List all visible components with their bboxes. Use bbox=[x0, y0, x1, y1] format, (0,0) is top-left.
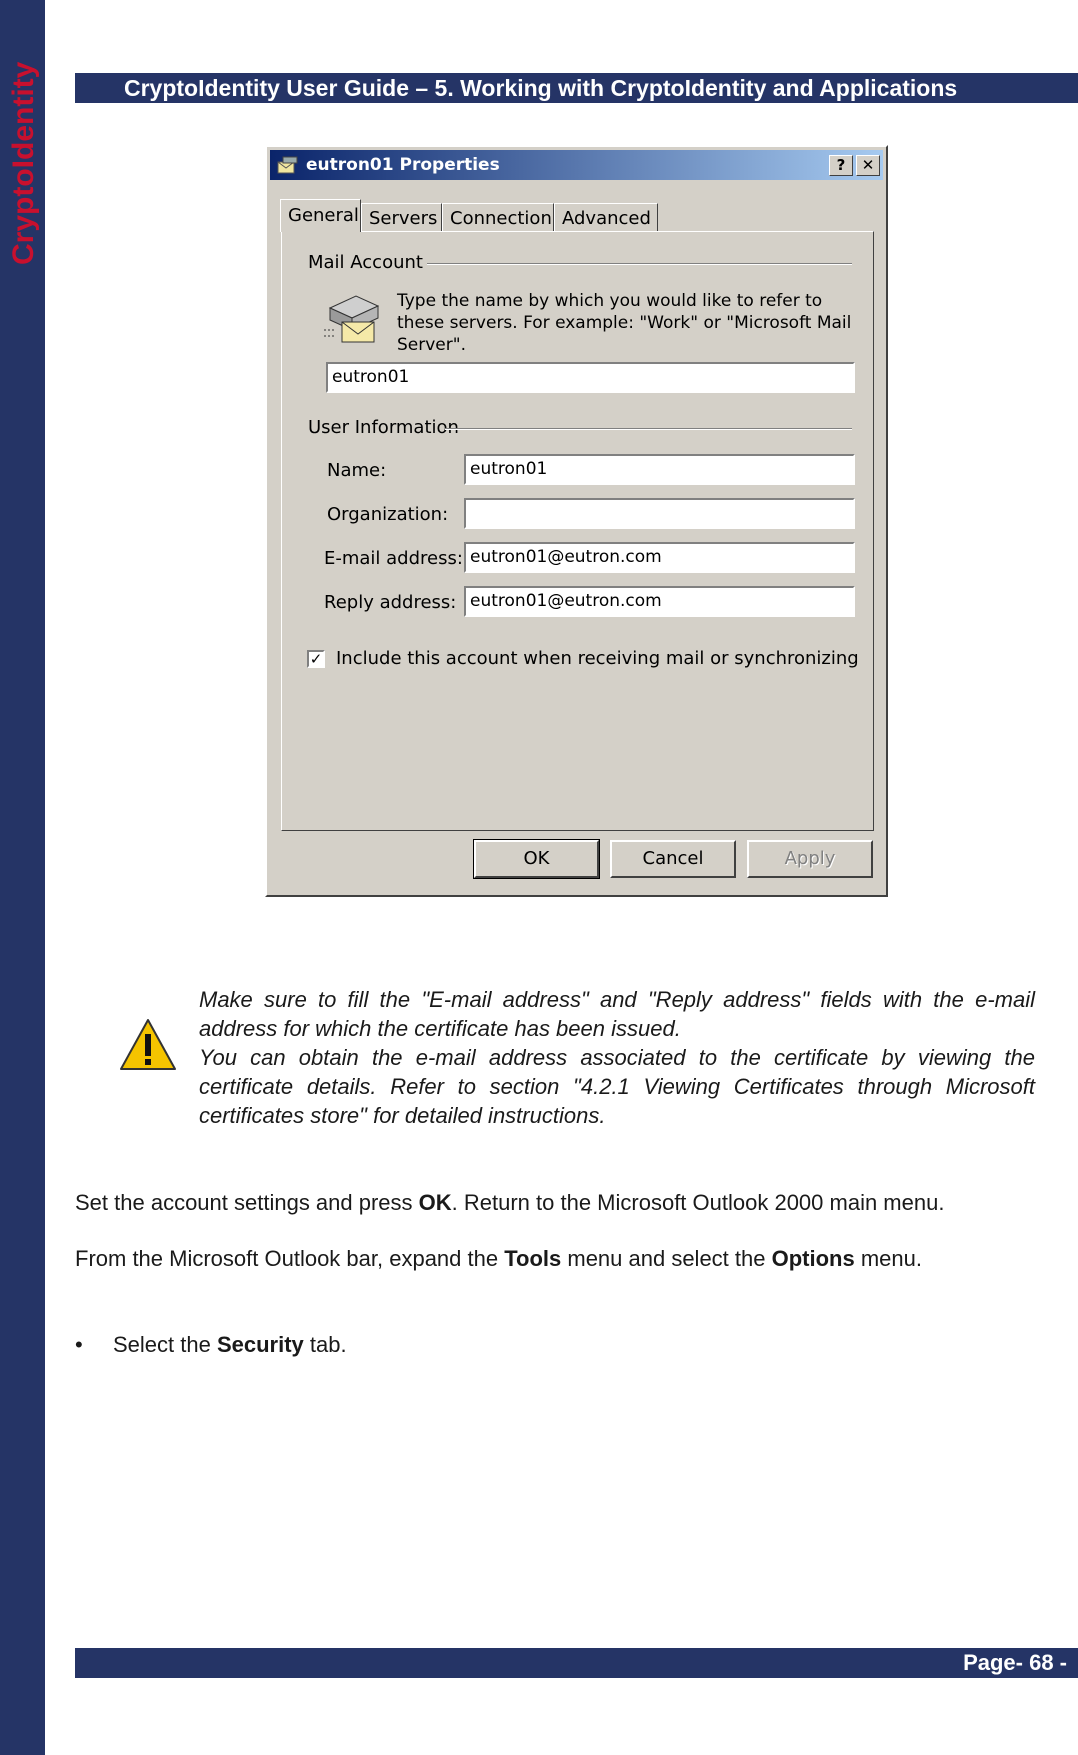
divider bbox=[427, 263, 852, 265]
page-number: Page- 68 - bbox=[963, 1650, 1067, 1675]
name-label: Name: bbox=[327, 460, 387, 481]
ok-emphasis: OK bbox=[418, 1190, 452, 1215]
options-emphasis: Options bbox=[771, 1246, 855, 1271]
text: Set the account settings and press bbox=[75, 1190, 419, 1215]
email-label: E-mail address: bbox=[324, 548, 463, 569]
tab-general[interactable]: General bbox=[280, 199, 361, 232]
footer-bar bbox=[75, 1648, 1078, 1678]
name-input[interactable]: eutron01 bbox=[464, 454, 855, 485]
divider bbox=[445, 428, 852, 430]
email-input[interactable]: eutron01@eutron.com bbox=[464, 542, 855, 573]
cryptoidentity-logo bbox=[0, 55, 45, 275]
reply-label: Reply address: bbox=[324, 592, 457, 613]
text: . Return to the Microsoft Outlook 2000 main menu. bbox=[451, 1190, 945, 1215]
bullet-text bbox=[113, 1332, 347, 1358]
reply-input[interactable]: eutron01@eutron.com bbox=[464, 586, 855, 617]
mail-account-name-input[interactable]: eutron01 bbox=[326, 362, 855, 393]
text: menu. bbox=[854, 1246, 922, 1271]
tools-emphasis: Tools bbox=[504, 1246, 562, 1271]
bullet-symbol: • bbox=[75, 1332, 83, 1357]
mail-account-label: Mail Account bbox=[308, 252, 429, 273]
tab-servers[interactable]: Servers bbox=[361, 203, 442, 231]
text: From the Microsoft Outlook bar, expand the bbox=[75, 1246, 505, 1271]
organization-label: Organization: bbox=[327, 504, 449, 525]
organization-input[interactable] bbox=[464, 498, 855, 529]
ok-button[interactable]: OK bbox=[474, 840, 599, 878]
cancel-button[interactable]: Cancel bbox=[610, 840, 736, 878]
paragraph-tools-options bbox=[75, 1246, 922, 1272]
tab-advanced[interactable]: Advanced bbox=[554, 203, 658, 231]
svg-text:CryptoIdentity: CryptoIdentity bbox=[7, 61, 40, 265]
text: tab. bbox=[303, 1332, 347, 1357]
mail-account-icon bbox=[277, 156, 299, 174]
note-line-2: You can obtain the e-mail address associated to the certificate by viewing the certificate details. Refer to section "4.2.1 Viewing Certificates through Microsoft certificates store" for detailed instructions. bbox=[199, 1045, 1035, 1128]
note-line-1: Make sure to fill the "E-mail address" and "Reply address" fields with the e-mail address for which the certificate has been issued. bbox=[199, 987, 1035, 1041]
properties-dialog bbox=[265, 145, 888, 897]
warning-note bbox=[199, 985, 1035, 1130]
user-info-label: User Information bbox=[308, 417, 465, 438]
paragraph-account-settings bbox=[75, 1190, 944, 1216]
mail-account-description: Type the name by which you would like to refer to these servers. For example: "Work" or "Microsoft Mail Server". bbox=[397, 291, 852, 355]
warning-icon bbox=[118, 1017, 178, 1072]
header-bar bbox=[75, 73, 1078, 103]
include-account-label: Include this account when receiving mail or synchronizing bbox=[336, 648, 859, 669]
header-title: CryptoIdentity User Guide – 5. Working with CryptoIdentity and Applications bbox=[124, 75, 958, 101]
help-button[interactable]: ? bbox=[829, 155, 853, 176]
text: menu and select the bbox=[561, 1246, 772, 1271]
include-account-checkbox[interactable]: ✓ bbox=[307, 650, 325, 668]
security-emphasis: Security bbox=[216, 1332, 304, 1357]
tab-connection[interactable]: Connection bbox=[442, 203, 554, 231]
dialog-title: eutron01 Properties bbox=[306, 155, 500, 175]
text: Select the bbox=[113, 1332, 217, 1357]
general-panel bbox=[281, 231, 874, 831]
sidebar-band bbox=[0, 0, 45, 1755]
close-button[interactable]: ✕ bbox=[856, 155, 880, 176]
apply-button[interactable]: Apply bbox=[747, 840, 873, 878]
dialog-titlebar bbox=[270, 150, 883, 180]
server-envelope-icon bbox=[322, 292, 380, 344]
